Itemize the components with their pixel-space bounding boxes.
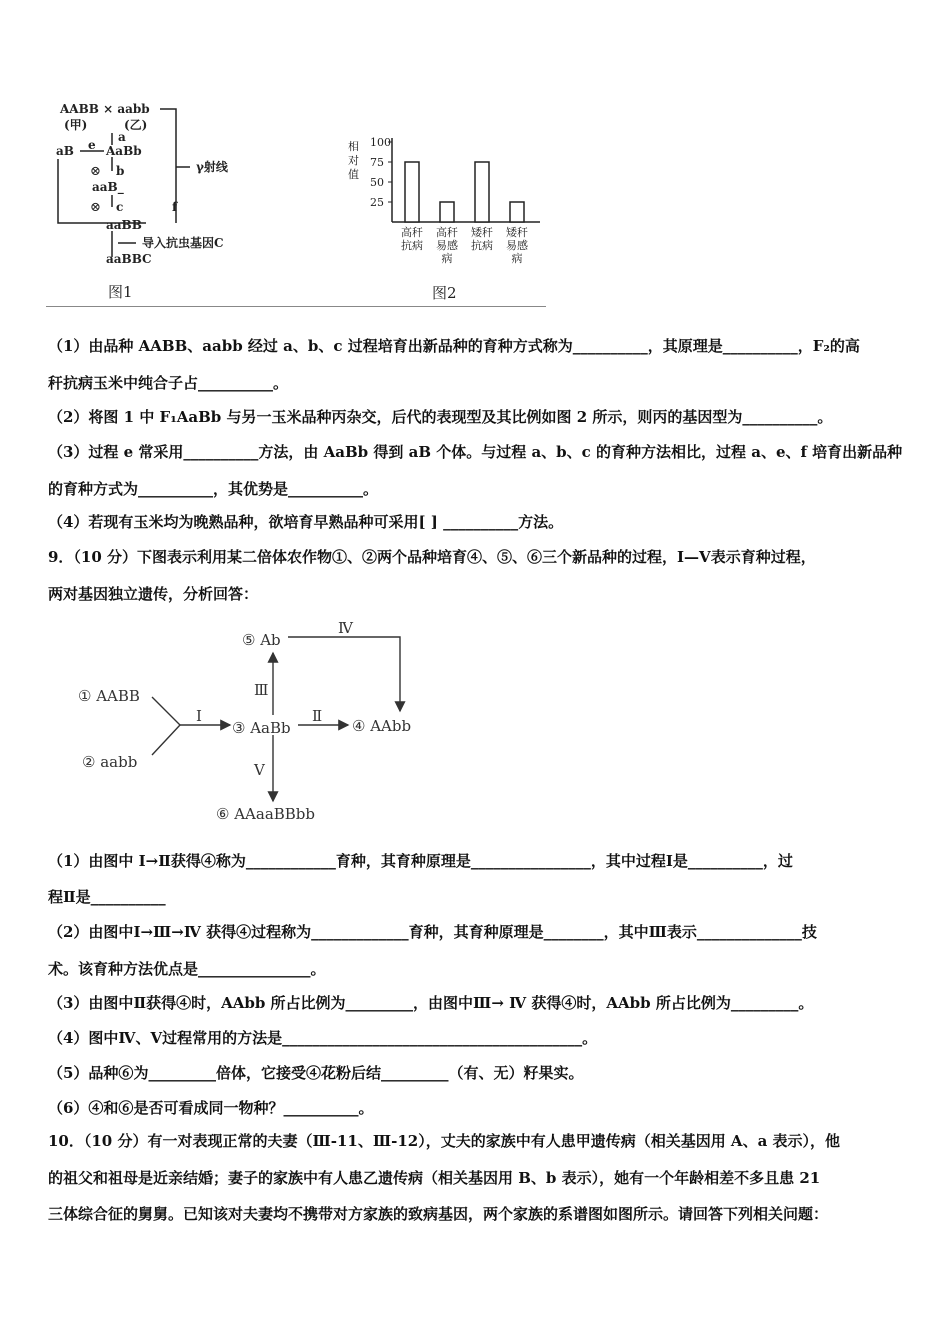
- q9-breeding-diagram: [70, 615, 450, 830]
- q9-node-5: ⑤ Ab: [242, 631, 281, 649]
- fig1-aabb-line: aaBB: [106, 218, 142, 232]
- fig1-gamma: γ射线: [196, 160, 228, 174]
- y-axis-label-char: 相: [348, 140, 359, 153]
- q9-answer-1: （1）由图中 Ⅰ→Ⅱ获得④称为____________育种，其育种原理是________________，其中过程Ⅰ是__________，过: [48, 852, 793, 870]
- category-label-4: 易感: [506, 239, 528, 252]
- y-axis-label-char: 值: [348, 168, 359, 181]
- fig1-step-c: c: [116, 200, 124, 214]
- y-tick-label: 50: [370, 176, 384, 189]
- fig1-step-a: a: [118, 130, 126, 144]
- y-axis-label-char: 对: [348, 154, 359, 167]
- q10-line-1: 10．（10 分）有一对表现正常的夫妻（Ⅲ-11、Ⅲ-12），丈夫的家族中有人患甲遗传病（相关基因用 A、a 表示），他: [48, 1132, 841, 1150]
- q9-answer-2: 程Ⅱ是__________: [48, 888, 166, 906]
- q8-line-2: 秆抗病玉米中纯合子占__________。: [48, 374, 289, 392]
- q8-line-4: （3）过程 e 常采用__________方法，由 AaBb 得到 aB 个体。与过程 a、b、c 的育种方法相比，过程 a、e、f 培育出新品种: [48, 443, 903, 461]
- fig1-f-label: f: [172, 200, 178, 214]
- category-label-4: 矮秆: [506, 226, 528, 239]
- y-tick-label: 100: [370, 136, 391, 149]
- q9-route-4: Ⅳ: [338, 619, 353, 637]
- fig1-step-b: b: [116, 164, 125, 178]
- fig1-cross: AABB × aabb: [60, 102, 150, 116]
- fig1-step-e: e: [88, 138, 96, 152]
- category-label-4: 病: [511, 252, 523, 265]
- fig1-caption: 图1: [108, 283, 133, 301]
- category-label-3: 矮秆: [471, 226, 493, 239]
- fig2-caption: 图2: [432, 284, 457, 302]
- q9-answer-5: （3）由图中Ⅱ获得④时，AAbb 所占比例为_________，由图中Ⅲ→ Ⅳ 获得④时，AAbb 所占比例为_________。: [48, 994, 814, 1012]
- fig1-self-cross-icon-2: ⊗: [90, 200, 101, 215]
- y-tick-label: 25: [370, 196, 384, 209]
- category-label-3: 抗病: [471, 239, 493, 252]
- figure-divider: [46, 306, 546, 307]
- fig1-parent-b: (乙): [124, 118, 148, 132]
- q8-line-5: 的育种方式为__________，其优势是__________。: [48, 480, 379, 498]
- figure-1-breeding-flowchart: [50, 95, 300, 305]
- q9-node-1: ① AABB: [78, 687, 140, 705]
- bar-1: [405, 162, 419, 222]
- bar-3: [475, 162, 489, 222]
- q9-route-3: Ⅲ: [254, 681, 269, 699]
- category-label-1: 抗病: [401, 239, 423, 252]
- q9-node-4: ④ AAbb: [352, 717, 412, 735]
- q8-line-3: （2）将图 1 中 F₁AaBb 与另一玉米品种丙杂交，后代的表现型及其比例如图 2 所示，则丙的基因型为__________。: [48, 408, 833, 426]
- q9-answer-4: 术。该育种方法优点是_______________。: [48, 960, 326, 978]
- q9-line-2: 两对基因独立遗传，分析回答：: [48, 585, 259, 603]
- q9-route-1: Ⅰ: [196, 707, 202, 725]
- y-tick-label: 75: [370, 156, 384, 169]
- category-label-2: 易感: [436, 239, 458, 252]
- q9-route-2: Ⅱ: [312, 707, 323, 725]
- category-label-2: 高秆: [436, 226, 458, 239]
- q9-route-5: Ⅴ: [254, 761, 265, 779]
- q9-node-6: ⑥ AAaaBBbb: [216, 805, 316, 823]
- q10-line-2: 的祖父和祖母是近亲结婚；妻子的家族中有人患乙遗传病（相关基因用 B、b 表示），她有一个年龄相差不多且患 21: [48, 1169, 821, 1187]
- fig1-final: aaBBC: [106, 252, 152, 266]
- fig1-f1: AaBb: [106, 144, 142, 158]
- category-label-1: 高秆: [401, 226, 423, 239]
- q9-answer-3: （2）由图中Ⅰ→Ⅲ→Ⅳ 获得④过程称为_____________育种，其育种原理是________，其中Ⅲ表示______________技: [48, 923, 817, 941]
- fig1-self-cross-icon-1: ⊗: [90, 164, 101, 179]
- figure-2-bar-chart: [340, 130, 550, 305]
- fig1-parent-a: (甲): [64, 118, 88, 132]
- bar-4: [510, 202, 524, 222]
- q8-line-6: （4）若现有玉米均为晚熟品种，欲培育早熟品种可采用[ ] __________方法。: [48, 513, 564, 531]
- q9-node-3: ③ AaBb: [232, 719, 291, 737]
- fig1-import: 导入抗虫基因C: [142, 236, 224, 250]
- fig1-left-ab: aB: [56, 144, 74, 158]
- category-label-2: 病: [441, 252, 453, 265]
- q9-answer-8: （6）④和⑥是否可看成同一物种？__________。: [48, 1099, 374, 1117]
- q9-node-2: ② aabb: [82, 753, 138, 771]
- bar-2: [440, 202, 454, 222]
- q9-answer-7: （5）品种⑥为_________倍体，它接受④花粉后结_________（有、无）籽果实。: [48, 1064, 584, 1082]
- q8-line-1: （1）由品种 AABB、aabb 经过 a、b、c 过程培育出新品种的育种方式称为__________，其原理是__________，F₂的高: [48, 337, 860, 355]
- q10-line-3: 三体综合征的舅舅。已知该对夫妻均不携带对方家族的致病基因，两个家族的系谱图如图所示。请回答下列相关问题：: [48, 1205, 829, 1223]
- q9-answer-6: （4）图中Ⅳ、Ⅴ过程常用的方法是________________________________________。: [48, 1029, 598, 1047]
- fig1-aab-line: aaB_: [92, 180, 124, 194]
- q9-line-1: 9．（10 分）下图表示利用某二倍体农作物①、②两个品种培育④、⑤、⑥三个新品种的过程，Ⅰ—Ⅴ表示育种过程，: [48, 548, 816, 566]
